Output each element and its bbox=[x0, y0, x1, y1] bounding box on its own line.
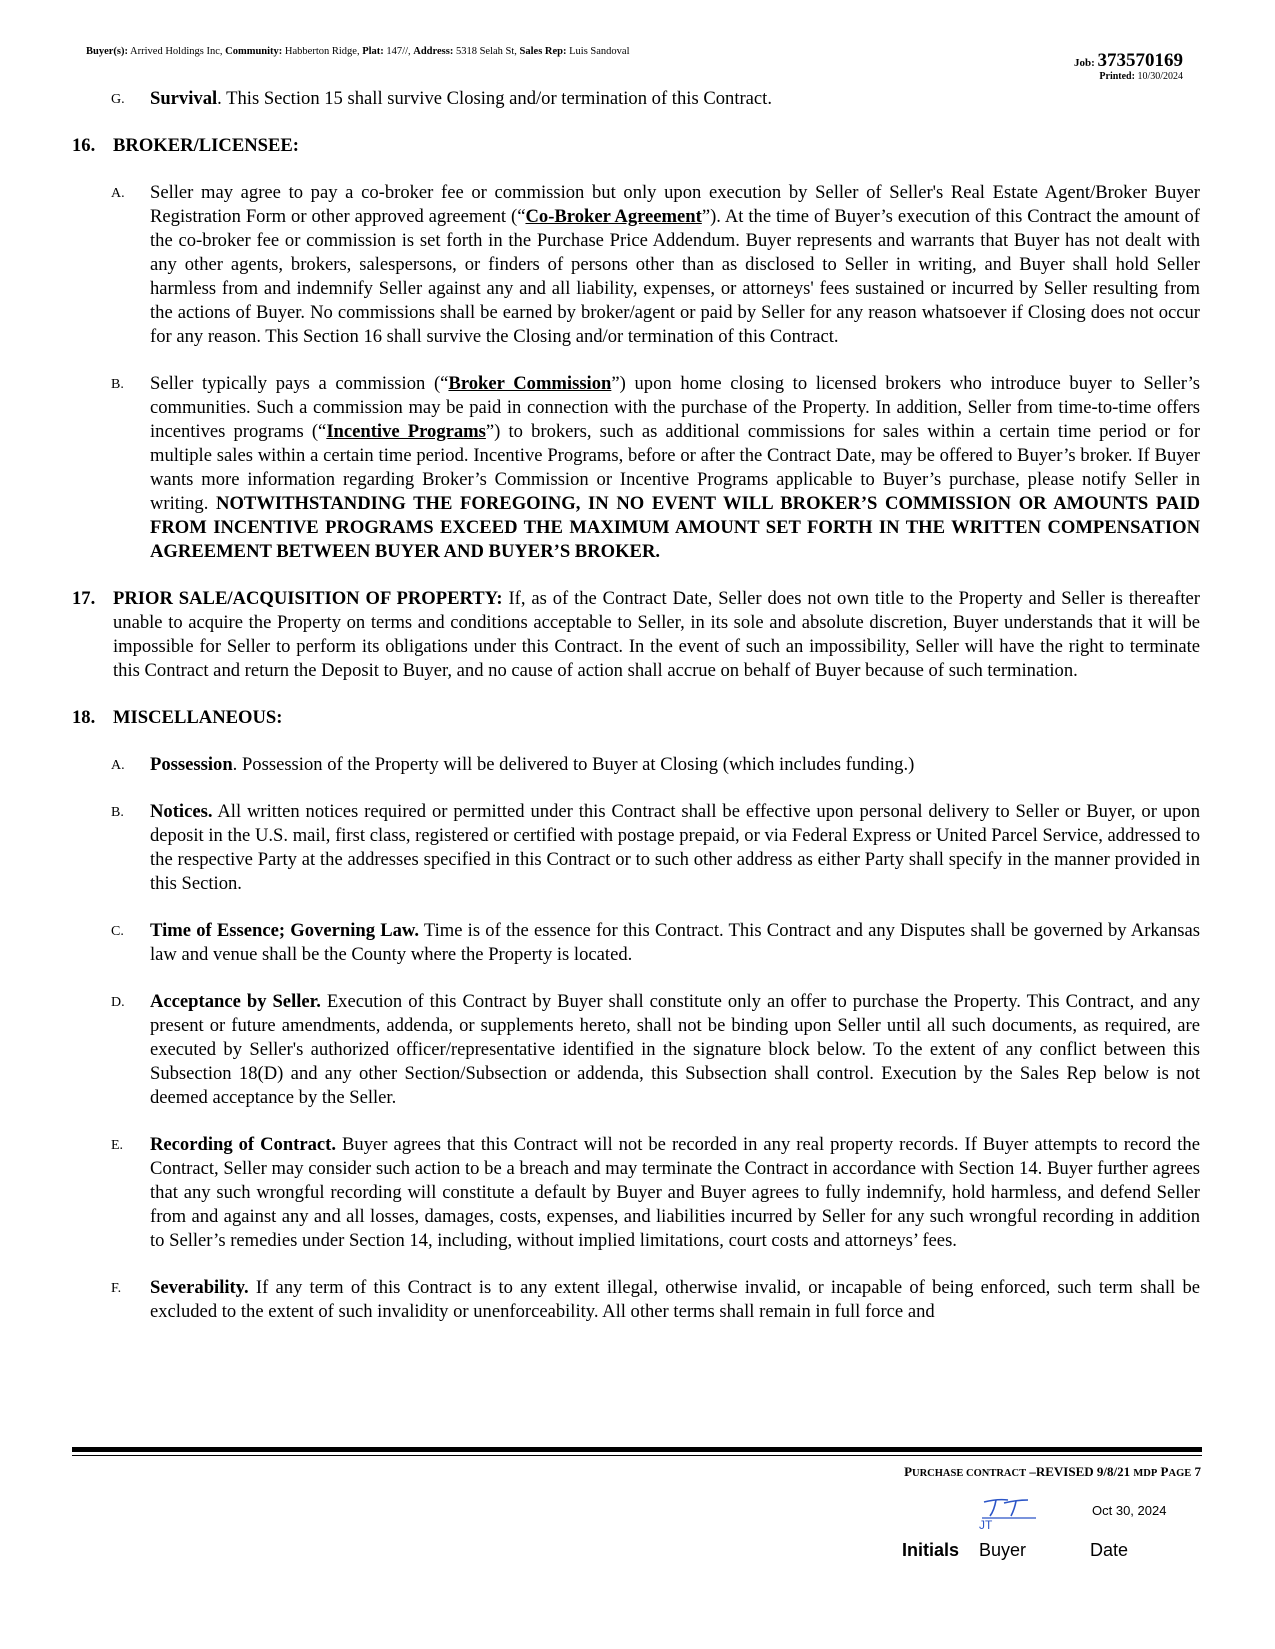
signature-initials-text: JT bbox=[979, 1518, 993, 1532]
buyer-label-footer: Buyer bbox=[979, 1540, 1027, 1560]
clause-heading: Notices. bbox=[150, 801, 213, 822]
clause-18d bbox=[72, 990, 1200, 1110]
clause-letter: G. bbox=[111, 92, 125, 107]
clause-letter: D. bbox=[111, 995, 125, 1010]
clause-letter: A. bbox=[111, 186, 125, 201]
clause-letter: B. bbox=[111, 377, 124, 392]
section-title: BROKER/LICENSEE: bbox=[113, 135, 299, 156]
footer-rule-thin bbox=[72, 1455, 1202, 1456]
clause-16b: B. Seller typically pays a commission (“Broker Commission”) upon home closing to licensed brokers who introduce buyer to Seller’s communities. Such a commission may be paid in connection with the purchase of the Property. In addition, Seller from time-to-time offers incentives programs (“Incentive Programs”) to brokers, such as additional commissions for sales within a certain time period or for multiple sales within a certain time period. Incentive Programs, before or after the Contract Date, may be offered to Buyer’s broker. If Buyer wants more information regarding Broker’s Commission or Incentive Programs applicable to Buyer’s purchase, please notify Seller in writing. NOTWITHSTANDING THE FOREGOING, IN NO EVENT WILL BROKER’S COMMISSION OR AMOUNTS PAID FROM INCENTIVE PROGRAMS EXCEED THE MAXIMUM AMOUNT SET FORTH IN THE WRITTEN COMPENSATION AGREEMENT BETWEEN BUYER AND BUYER’S BROKER. bbox=[111, 373, 1201, 562]
clause-text: If any term of this Contract is to any extent illegal, otherwise invalid, or incapable of being enforced, such term shall be excluded to the extent of such invalidity or unenforceability. All other terms shall remain in full force and bbox=[150, 1277, 1200, 1322]
page-number: 7 bbox=[1191, 1464, 1201, 1479]
clause-text: . This Section 15 shall survive Closing and/or termination of this Contract. bbox=[217, 88, 772, 109]
clause-18e bbox=[72, 1133, 1200, 1253]
clause-heading: Time of Essence; Governing Law. bbox=[150, 920, 419, 941]
clause-18f bbox=[72, 1276, 1200, 1324]
job-number: 373570169 bbox=[1097, 50, 1183, 71]
job-info bbox=[1074, 50, 1183, 82]
clause-text: Execution of this Contract by Buyer shall constitute only an offer to purchase the Property. This Contract, and any present or future amendments, addenda, or supplements hereto, shall not be binding upon Seller until all such documents, as required, are executed by Seller's authorized officer/representative identified in the signature block below. To the extent of any conflict between this Subsection 18(D) and any other Section/Subsection or addenda, this Subsection shall control. Execution by the Sales Rep below is not deemed acceptance by the Seller. bbox=[150, 991, 1200, 1108]
section-number: 18. bbox=[72, 707, 96, 728]
clause-letter: A. bbox=[111, 758, 125, 773]
section-title: MISCELLANEOUS: bbox=[113, 707, 283, 728]
section-18-heading bbox=[72, 706, 1200, 730]
clause-letter: B. bbox=[111, 805, 124, 820]
clause-heading: Acceptance by Seller. bbox=[150, 991, 321, 1012]
address-value: 5318 Selah St, bbox=[455, 46, 517, 57]
clause-18a bbox=[72, 753, 1200, 777]
section-text: If, as of the Contract Date, Seller does not own title to the Property and Seller is thereafter unable to acquire the Property on terms and conditions acceptable to Seller, in its sole and absolute discretion, Buyer understands that it will be impossible for Seller to perform its obligations under this Contract. In the event of such an impossibility, Seller will have the right to terminate this Contract and return the Deposit to Buyer, and no cause of action shall accrue on behalf of Buyer because of such termination. bbox=[113, 588, 1200, 681]
community-value: Habberton Ridge, bbox=[284, 46, 360, 57]
printed-line bbox=[1074, 71, 1183, 82]
section-number: 17. bbox=[72, 588, 96, 609]
community-label: Community: bbox=[225, 46, 283, 57]
clause-letter: C. bbox=[111, 924, 124, 939]
clause-letter: F. bbox=[111, 1281, 122, 1296]
plat-value: 147//, bbox=[386, 46, 411, 57]
clause-18c bbox=[72, 919, 1200, 967]
clause-letter: E. bbox=[111, 1138, 124, 1153]
printed-date: 10/30/2024 bbox=[1137, 71, 1183, 82]
printed-label: Printed: bbox=[1099, 71, 1135, 82]
buyer-label: Buyer(s): bbox=[86, 46, 128, 57]
clause-heading: Severability. bbox=[150, 1277, 249, 1298]
date-label: Date bbox=[1090, 1540, 1129, 1560]
job-line bbox=[1074, 50, 1183, 72]
clause-heading: Survival bbox=[150, 88, 218, 109]
address-label: Address: bbox=[413, 46, 454, 57]
bold-notice: NOTWITHSTANDING THE FOREGOING, IN NO EVENT WILL BROKER’S COMMISSION OR AMOUNTS PAID FROM INCENTIVE PROGRAMS EXCEED THE MAXIMUM AMOUNT SET FORTH IN THE WRITTEN COMPENSATION AGREEMENT BETWEEN BUYER AND BUYER’S BROKER. bbox=[150, 493, 1200, 562]
clause-text: . Possession of the Property will be delivered to Buyer at Closing (which includes funding.) bbox=[232, 754, 915, 775]
defined-term: Broker Commission bbox=[448, 373, 612, 394]
plat-label: Plat: bbox=[362, 46, 384, 57]
footer-rule-thick bbox=[72, 1447, 1202, 1452]
section-title: PRIOR SALE/ACQUISITION OF PROPERTY: bbox=[113, 588, 503, 609]
clause-heading: Possession bbox=[150, 754, 233, 775]
signed-date: Oct 30, 2024 bbox=[1092, 1503, 1167, 1518]
clause-text: Time is of the essence for this Contract. This Contract and any Disputes shall be governed by Arkansas law and venue shall be the County where the Property is located. bbox=[150, 920, 1200, 965]
clause-16a: A. Seller may agree to pay a co-broker fee or commission but only upon execution by Seller of Seller's Real Estate Agent/Broker Buyer Registration Form or other approved agreement (“Co-Broker Agreement”). At the time of Buyer’s execution of this Contract the amount of the co-broker fee or commission is set forth in the Purchase Price Addendum. Buyer represents and warrants that Buyer has not dealt with any other agents, brokers, salespersons, or finders of persons other than as disclosed to Seller in writing, and Buyer shall hold Seller harmless from and indemnify Seller against any and all liability, expenses, or attorneys' fees sustained or incurred by Seller resulting from the actions of Buyer. No commissions shall be earned by broker/agent or paid by Seller for any reason whatsoever if Closing does not occur for any reason. This Section 16 shall survive the Closing and/or termination of this Contract. bbox=[111, 182, 1200, 347]
job-label: Job: bbox=[1073, 57, 1095, 69]
section-number: 16. bbox=[72, 135, 96, 156]
defined-term: Incentive Programs bbox=[326, 421, 486, 442]
header-info bbox=[86, 46, 630, 57]
clause-text: Buyer agrees that this Contract will not be recorded in any real property records. If Buyer attempts to record the Contract, Seller may consider such action to be a breach and may terminate the Contract in accordance with Section 14. Buyer further agrees that any such wrongful recording will constitute a default by Buyer and Buyer agrees to fully indemnify, hold harmless, and defend Seller from and against any and all losses, damages, costs, expenses, and liabilities incurred by Seller for any such wrongful recording in addition to Seller’s remedies under Section 14, including, without implied limitations, court costs and attorneys’ fees. bbox=[150, 1134, 1200, 1251]
sales-rep-label: Sales Rep: bbox=[519, 46, 567, 57]
footer-title: PURCHASE CONTRACT –REVISED 9/8/21 MDP PAGE 7 bbox=[904, 1464, 1201, 1479]
clause-heading: Recording of Contract. bbox=[150, 1134, 337, 1155]
clause-15g bbox=[72, 87, 1200, 111]
section-17 bbox=[72, 587, 1200, 683]
sales-rep-value: Luis Sandoval bbox=[569, 46, 630, 57]
defined-term: Co-Broker Agreement bbox=[525, 206, 702, 227]
initials-label: Initials bbox=[902, 1540, 960, 1560]
clause-18b bbox=[72, 800, 1200, 896]
buyer-value: Arrived Holdings Inc, bbox=[130, 46, 223, 57]
contract-body bbox=[72, 87, 1200, 1324]
clause-text: All written notices required or permitted under this Contract shall be effective upon personal delivery to Seller or Buyer, or upon deposit in the U.S. mail, first class, registered or certified with postage prepaid, or via Federal Express or United Parcel Service, addressed to the respective Party at the addresses specified in this Contract or to such other address as either Party shall specify in the manner provided in this Section. bbox=[150, 801, 1200, 894]
section-16-heading bbox=[72, 134, 1200, 158]
